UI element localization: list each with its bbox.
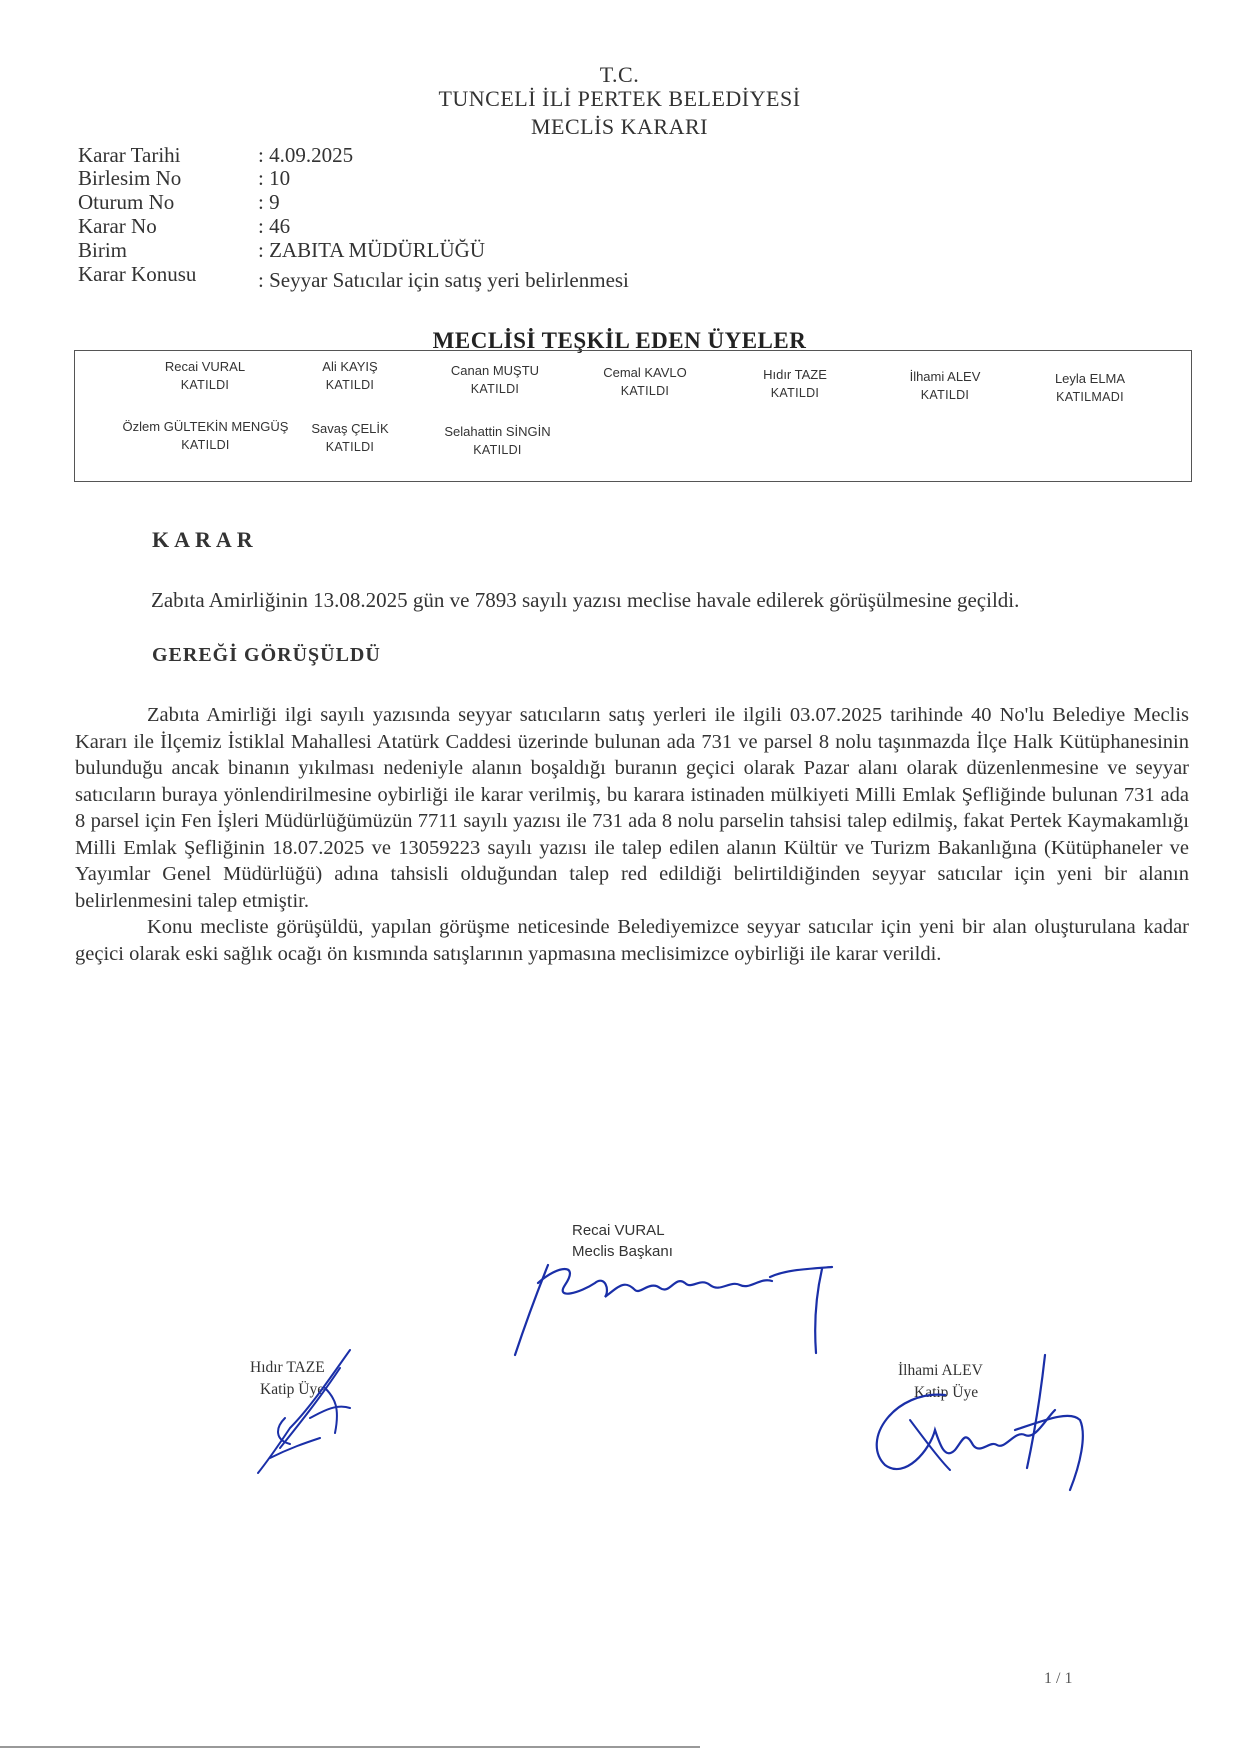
members-title: MECLİSİ TEŞKİL EDEN ÜYELER [432,328,807,353]
member-ilhami-alev [880,368,1010,404]
gerek-heading: GEREĞİ GÖRÜŞÜLDÜ [152,644,381,666]
scan-edge-line [0,1746,700,1748]
meta-label-birlesim-no: Birlesim No [78,166,182,190]
member-name: Canan MUŞTU [450,363,540,378]
member-status: KATILDI [180,378,230,392]
meta-label-birim: Birim [78,238,128,262]
member-status: KATILDI [470,382,520,396]
meta-value-karar-tarihi: : 4.09.2025 [258,143,354,167]
page-number: 1 / 1 [1044,1670,1073,1687]
clerk-right-title: Katip Üye [914,1384,979,1401]
decision-body [75,702,1189,967]
karar-heading: KARAR [152,527,258,552]
president-title: Meclis Başkanı [572,1243,673,1260]
meta-value-birlesim-no: : 10 [258,166,291,190]
member-name: Ali KAYIŞ [322,359,378,374]
member-status: KATILDI [181,438,230,452]
header-municipality: TUNCELİ İLİ PERTEK BELEDİYESİ [438,86,801,111]
member-status: KATILDI [473,443,522,457]
member-name: İlhami ALEV [909,369,981,384]
member-name: Savaş ÇELİK [311,421,389,436]
clerk-right-name: İlhami ALEV [898,1362,983,1379]
member-name: Leyla ELMA [1054,371,1126,386]
member-savas-celik [290,420,410,456]
member-name: Cemal KAVLO [603,365,687,380]
member-status: KATILDI [920,388,970,402]
member-status: KATILDI [620,384,670,398]
meta-value-karar-konusu: : Seyyar Satıcılar için satış yeri belirlenmesi [258,268,629,292]
meta-label-karar-no: Karar No [78,214,157,238]
decision-paragraph-2: Konu mecliste görüşüldü, yapılan görüşme neticesinde Belediyemizce seyyar satıcılar için yeni bir alan oluşturulana kadar geçici olarak eski sağlık ocağı ön kısmında satışlarının yapmasına meclisimizce oybirliği ile karar verildi. [75,916,1189,965]
clerk-left-title: Katip Üye [260,1381,325,1398]
member-ozlem-gultekin-mengus [108,418,303,454]
meta-value-oturum-no: : 9 [258,190,280,214]
member-status: KATILDI [325,440,375,454]
decision-paragraph-1: Zabıta Amirliği ilgi sayılı yazısında seyyar satıcıların satış yerleri ile ilgili 03.07.2025 tarihinde 40 No'lu Belediye Meclis Kararı ile İlçemiz İstiklal Mahallesi Atatürk Caddesi üzerinde bulunan ada 731 ve parsel 8 nolu taşınmazda İlçe Halk Kütüphanesinin bulunduğu ancak binanın yıkılması nedeniyle alanın boşaldığı buranın geçici olarak Pazar alanı olarak düzenlenmesine ve seyyar satıcıların buraya yönlendirilmesine oybirliği ile karar verilmiş, bu karara istinaden mülkiyeti Milli Emlak Şefliğinde bulunan 731 ada 8 parsel için Fen İşleri Müdürlüğümüzün 7711 sayılı yazısı ile 731 ada 8 nolu parselin tahsisi talep edilmiş, fakat Pertek Kaymakamlığı Milli Emlak Şefliğinin 18.07.2025 ve 13059223 sayılı yazısı ile talep edilen alanın Kültür ve Turizm Bakanlığına (Kütüphaneler ve Yayımlar Genel Müdürlüğü) adına tahsisli olduğundan talep red edildiği belirtildiğinden seyyar satıcılar için yeni bir alanın belirlenmesini talep etmiştir. [75,704,1189,912]
president-name: Recai VURAL [572,1222,665,1239]
member-hidir-taze [735,366,855,402]
clerk-right-signature-icon [855,1350,1095,1500]
member-ali-kayis [290,358,410,394]
header-country: T.C. [599,62,640,87]
member-recai-vural [130,358,280,394]
member-status: KATILDI [770,386,820,400]
clerk-left-signature-icon [250,1348,370,1478]
member-status: KATILMADI [1056,390,1124,404]
meta-value-karar-no: : 46 [258,214,291,238]
member-name: Recai VURAL [164,359,246,374]
member-cemal-kavlo [580,364,710,400]
member-status: KATILDI [325,378,375,392]
clerk-left-name: Hıdır TAZE [250,1359,325,1376]
member-name: Selahattin SİNGİN [444,424,551,439]
meta-label-karar-konusu: Karar Konusu [78,262,197,286]
member-name: Özlem GÜLTEKİN MENGÜŞ [122,419,289,434]
member-canan-mustu [430,362,560,398]
member-leyla-elma [1030,370,1150,406]
meta-label-karar-tarihi: Karar Tarihi [78,143,181,167]
president-signature-icon [510,1255,850,1365]
meta-label-oturum-no: Oturum No [78,190,175,214]
meta-value-birim: : ZABITA MÜDÜRLÜĞÜ [258,238,485,262]
intro-text: Zabıta Amirliğinin 13.08.2025 gün ve 7893 sayılı yazısı meclise havale edilerek görüşülmesine geçildi. [151,588,1020,612]
member-name: Hıdır TAZE [763,367,827,382]
member-selahattin-singin [425,423,570,459]
header-doc-type: MECLİS KARARI [530,114,708,139]
